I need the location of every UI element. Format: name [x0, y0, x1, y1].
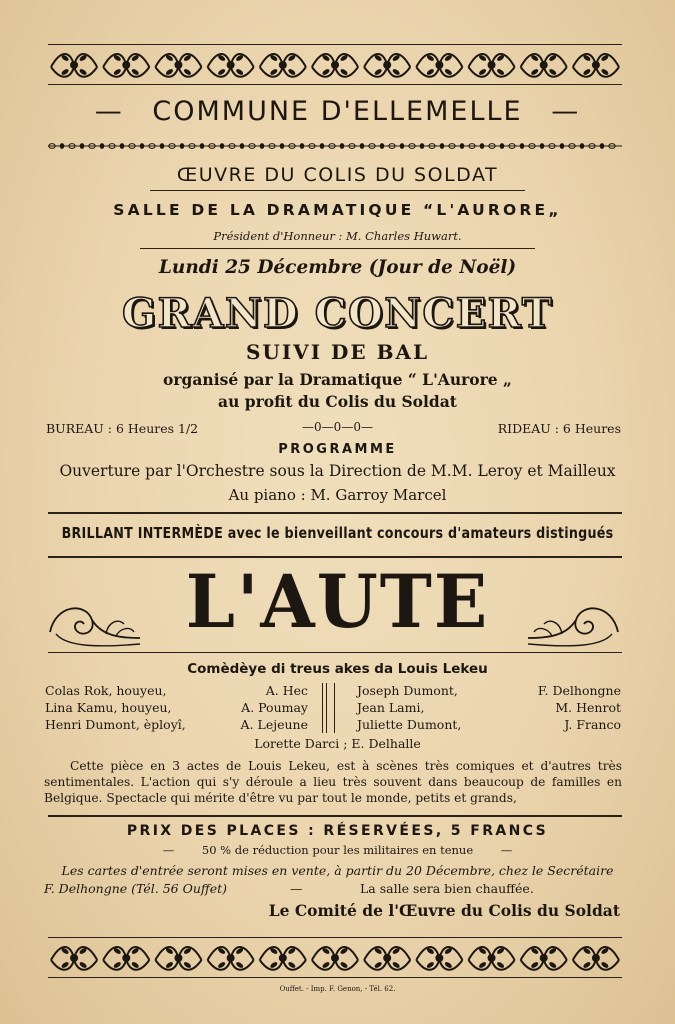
cast-role-3: Henri Dumont, èployî,: [45, 717, 186, 732]
chain-border: [48, 141, 622, 151]
floral-motif: [208, 54, 254, 77]
oeuvre-underline: [150, 190, 525, 191]
floral-motif: [51, 54, 97, 77]
organized-by: organisé par la Dramatique “ L'Aurore „: [163, 370, 512, 389]
chain-link: [560, 144, 564, 149]
chain-link: [220, 144, 224, 149]
bottom-floral-border: [48, 938, 622, 978]
floral-motif: [416, 54, 462, 77]
chain-link: [140, 144, 144, 149]
chain-link: [280, 144, 284, 149]
chain-link: [120, 144, 124, 149]
floral-motif: [103, 947, 149, 970]
floral-motif: [364, 947, 410, 970]
play-summary: Cette pièce en 3 actes de Louis Lekeu, est à scènes très comiques et d'autres très sentimentales. L'action qui s'y déroule a lieu très souvent dans beaucoup de familles en Belgique. Spectacle qui mérite d'être vu par tout le monde, petits et grands,: [44, 759, 622, 805]
cast-actor-1: A. Hec: [265, 683, 308, 698]
chain-link: [480, 144, 484, 149]
floral-motif: [573, 54, 619, 77]
chain-link: [260, 144, 264, 149]
chain-link: [180, 144, 184, 149]
floral-motif: [155, 54, 201, 77]
rideau-time: RIDEAU : 6 Heures: [497, 421, 621, 436]
bottom-rule-lower: [48, 977, 622, 978]
chain-link: [100, 144, 104, 149]
cast-role-2: Lina Kamu, houyeu,: [45, 700, 172, 715]
floral-motif: [521, 947, 567, 970]
chain-link: [320, 144, 324, 149]
commune-name: COMMUNE D'ELLEMELLE: [152, 96, 523, 127]
chain-link: [340, 144, 344, 149]
cast-actor-3: A. Lejeune: [240, 717, 308, 732]
floral-motif: [155, 947, 201, 970]
cast-actor-5: M. Henrot: [555, 700, 621, 715]
secretary-dash: —: [290, 881, 303, 896]
chain-link: [160, 144, 164, 149]
floral-motif: [103, 54, 149, 77]
bureau-time: BUREAU : 6 Heures 1/2: [46, 421, 199, 436]
floral-motif: [468, 947, 514, 970]
floral-motif: [312, 947, 358, 970]
cast-role-6: Juliette Dumont,: [357, 717, 462, 732]
chain-link: [500, 144, 504, 149]
floral-motif: [521, 54, 567, 77]
event-date: Lundi 25 Décembre (Jour de Noël): [158, 257, 517, 278]
cast-divider-left: [322, 683, 323, 733]
intermede-line: BRILLANT INTERMÈDE avec le bienveillant concours d'amateurs distingués: [61, 524, 614, 542]
benefit-line: au profit du Colis du Soldat: [218, 392, 457, 411]
grand-concert-title: GRAND CONCERT: [122, 290, 553, 337]
heating-line: La salle sera bien chauffée.: [360, 881, 534, 896]
cast-last-line: Lorette Darci ; E. Delhalle: [254, 736, 421, 751]
intermede-top-rule: [48, 512, 622, 514]
top-rule-lower: [48, 84, 622, 85]
cast-role-5: Jean Lami,: [357, 700, 425, 715]
dash-left: —: [94, 96, 124, 127]
chain-link: [540, 144, 544, 149]
floral-motif: [312, 54, 358, 77]
reduction-text: 50 % de réduction pour les militaires en tenue: [201, 843, 474, 857]
floral-motif: [364, 54, 410, 77]
floral-motif: [208, 947, 254, 970]
suivi-de-bal: SUIVI DE BAL: [245, 340, 430, 364]
commune-heading: [0, 96, 675, 127]
salle-title: SALLE DE LA DRAMATIQUE “L'AURORE„: [113, 201, 562, 219]
ouverture-line: Ouverture par l'Orchestre sous la Direction de M.M. Leroy et Mailleux: [59, 462, 616, 480]
chain-link: [200, 144, 204, 149]
top-floral-border: [48, 45, 622, 85]
secretary-line: F. Delhongne (Tél. 56 Ouffet): [44, 881, 228, 896]
chain-link: [80, 144, 84, 149]
cast-divider-right: [334, 683, 335, 733]
tickets-line: Les cartes d'entrée seront mises en vente, à partir du 20 Décembre, chez le Secrétaire: [61, 863, 614, 878]
dash-right: —: [551, 96, 581, 127]
prices-top-rule: [48, 815, 622, 817]
programme-heading: PROGRAMME: [278, 442, 397, 457]
chain-link: [360, 144, 364, 149]
reduction-dash-left: —: [162, 843, 175, 857]
floral-motif: [51, 947, 97, 970]
oeuvre-title: ŒUVRE DU COLIS DU SOLDAT: [176, 164, 499, 186]
floral-motif: [468, 54, 514, 77]
chain-link: [60, 144, 64, 149]
play-title: L'AUTE: [185, 557, 490, 646]
chain-link: [520, 144, 524, 149]
chain-link: [460, 144, 464, 149]
date-overline: [140, 248, 535, 249]
chain-link: [600, 144, 604, 149]
cast-role-1: Colas Rok, houyeu,: [45, 683, 167, 698]
floral-motif: [416, 947, 462, 970]
play-rule: [48, 652, 622, 653]
chain-link: [380, 144, 384, 149]
cast-divider-mid: [326, 683, 327, 733]
play-description: Comèdèye di treus akes da Louis Lekeu: [187, 661, 488, 677]
piano-line: Au piano : M. Garroy Marcel: [228, 486, 447, 504]
chain-link: [400, 144, 404, 149]
president-line: Président d'Honneur : M. Charles Huwart.: [213, 229, 462, 243]
chain-link: [420, 144, 424, 149]
cast-actor-4: F. Delhongne: [537, 683, 621, 698]
cast-actor-6: J. Franco: [564, 717, 621, 732]
chain-link: [240, 144, 244, 149]
reduction-dash-right: —: [500, 843, 513, 857]
prices-heading: PRIX DES PLACES : RÉSERVÉES, 5 FRANCS: [126, 823, 549, 839]
chain-link: [300, 144, 304, 149]
printer-credit: Ouffet. - Imp. F. Genon, - Tél. 62.: [279, 985, 396, 993]
chain-link: [580, 144, 584, 149]
floral-motif: [260, 947, 306, 970]
floral-motif: [573, 947, 619, 970]
reduction-line: [0, 843, 675, 857]
separator-ornament: —0—0—0—: [302, 420, 373, 434]
cast-actor-2: A. Poumay: [241, 700, 308, 715]
floral-motif: [260, 54, 306, 77]
cast-role-4: Joseph Dumont,: [357, 683, 458, 698]
committee-signature: Le Comité de l'Œuvre du Colis du Soldat: [268, 901, 620, 920]
chain-link: [440, 144, 444, 149]
